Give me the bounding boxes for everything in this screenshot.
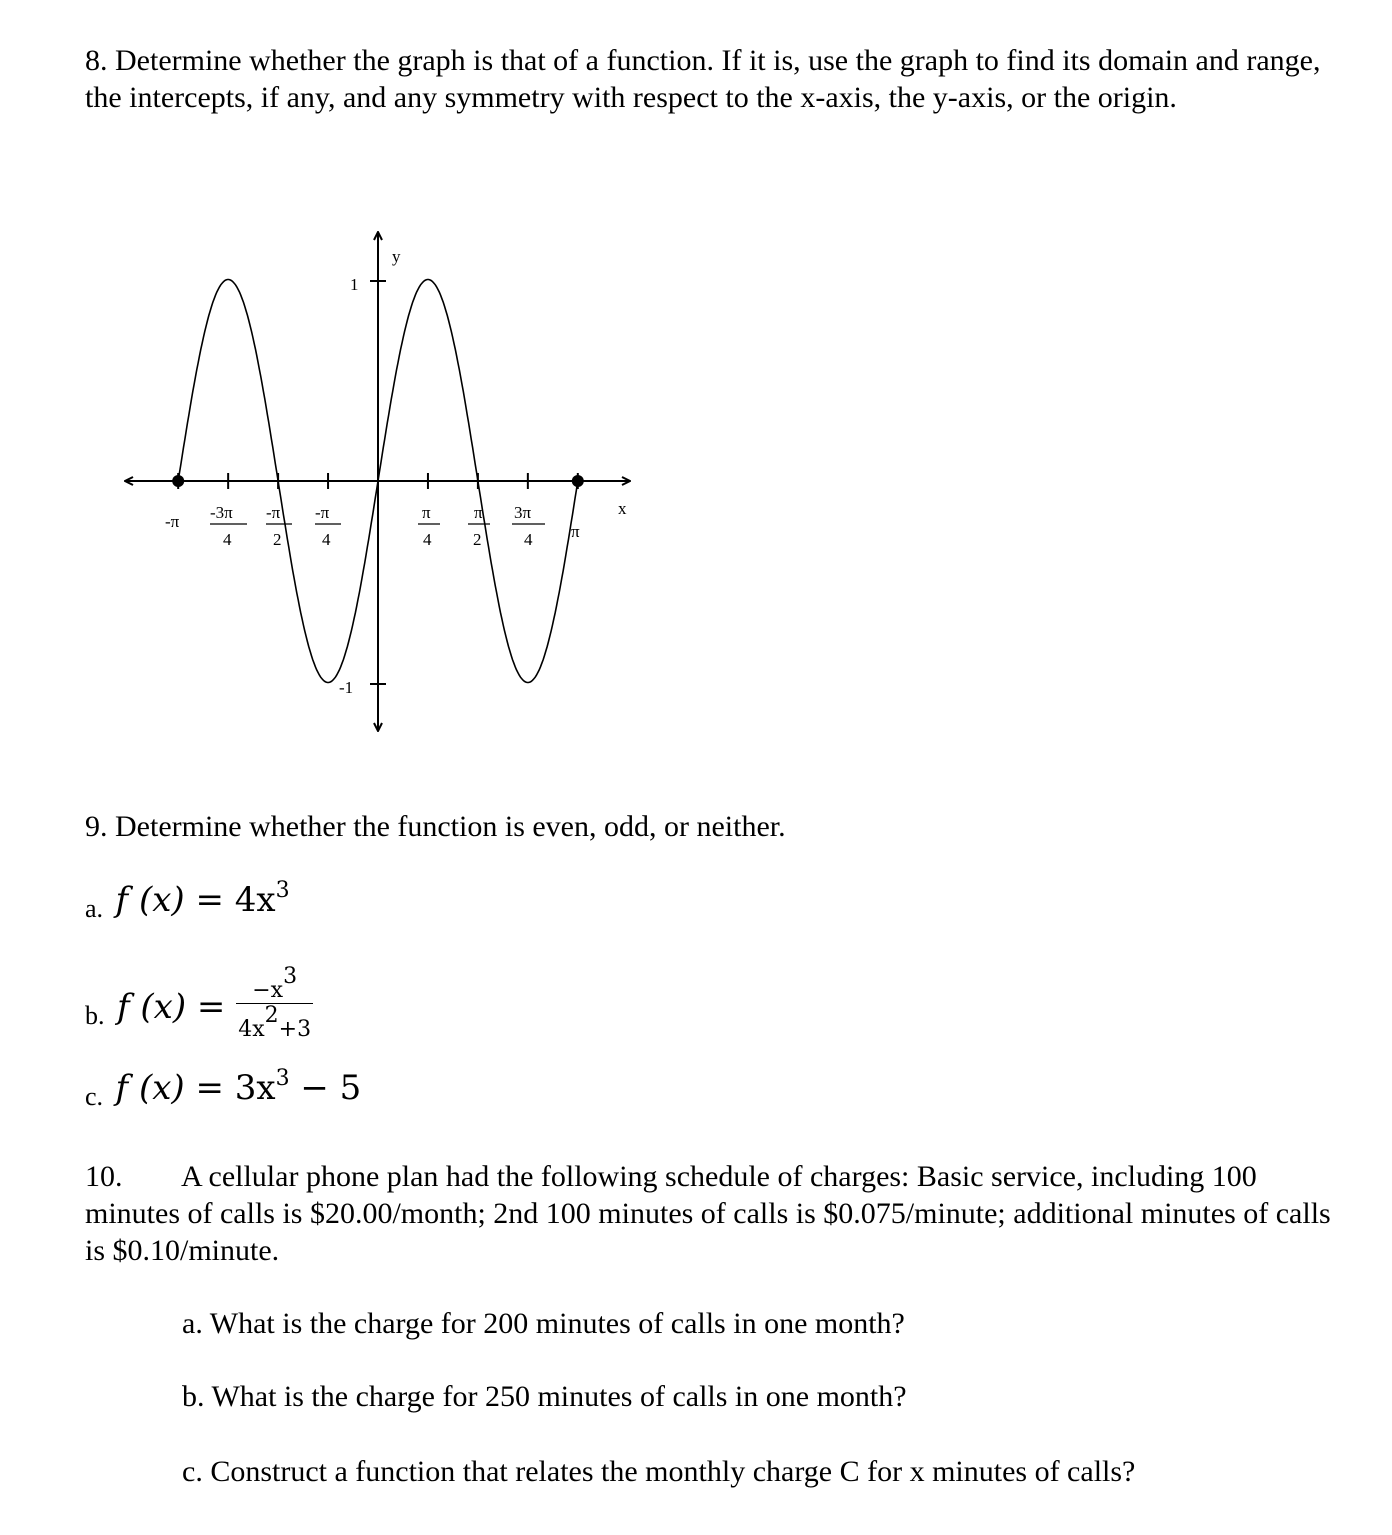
equation-b-lhs: f (x) bbox=[117, 987, 187, 1027]
x-tick-label-pi4-num: π bbox=[422, 503, 431, 522]
equation-b-label: b. bbox=[85, 1001, 105, 1030]
x-tick-label-3pi4-den: 4 bbox=[524, 530, 533, 549]
x-tick-label-neg-3pi4-num: -3π bbox=[210, 503, 233, 522]
question-10-number: 10. bbox=[85, 1160, 123, 1193]
equation-a-lhs: f (x) bbox=[115, 880, 185, 920]
x-tick-label-pi2-den: 2 bbox=[473, 530, 482, 549]
equation-b-denominator-a: 4x bbox=[238, 1017, 265, 1042]
equation-b-fraction bbox=[236, 965, 313, 1042]
question-8: 8. Determine whether the graph is that of a function. If it is, use the graph to find its domain and range, the intercepts, if any, and any symmetry with respect to the x-axis, the y-axis, or the origin. bbox=[85, 44, 1321, 114]
x-tick-label-neg-3pi4-den: 4 bbox=[223, 530, 232, 549]
x-tick-label-pi: π bbox=[571, 522, 580, 541]
equation-c-rhs-b: − 5 bbox=[289, 1068, 362, 1108]
equation-c-exponent: 3 bbox=[275, 1066, 290, 1091]
question-10-part-a: a. What is the charge for 200 minutes of calls in one month? bbox=[182, 1307, 905, 1340]
question-10 bbox=[85, 1158, 1345, 1269]
equation-a bbox=[85, 878, 290, 924]
equation-a-exponent: 3 bbox=[275, 878, 290, 903]
x-tick-label-neg-pi4-num: -π bbox=[315, 503, 330, 522]
equation-c-label: c. bbox=[85, 1082, 104, 1111]
endpoint-dot-left bbox=[172, 475, 184, 487]
equation-b-numerator-exponent: 3 bbox=[283, 964, 298, 989]
endpoint-dot-right bbox=[572, 475, 584, 487]
equation-b-equals: = bbox=[196, 987, 226, 1027]
question-9: 9. Determine whether the function is even, odd, or neither. bbox=[85, 810, 786, 843]
y-tick-label-1: 1 bbox=[350, 275, 359, 294]
x-axis-label: x bbox=[618, 499, 627, 518]
equation-b bbox=[85, 965, 313, 1042]
x-tick-label-pi4-den: 4 bbox=[423, 530, 432, 549]
question-10-part-b: b. What is the charge for 250 minutes of calls in one month? bbox=[182, 1380, 907, 1413]
question-10-text: A cellular phone plan had the following schedule of charges: Basic service, including 100 minutes of calls is $20.00/month; 2nd 100 minutes of calls is $0.075/minute; additional minutes of calls is $0.10/minute. bbox=[85, 1160, 1331, 1267]
equation-b-denominator-b: +3 bbox=[278, 1017, 312, 1042]
x-tick-label-neg-pi: -π bbox=[165, 512, 180, 531]
x-tick-label-neg-pi2-num: -π bbox=[266, 503, 281, 522]
x-tick-label-pi2-num: π bbox=[474, 503, 483, 522]
y-axis-label: y bbox=[392, 247, 401, 266]
equation-c bbox=[85, 1066, 361, 1112]
function-graph bbox=[0, 0, 1392, 760]
question-10-part-c: c. Construct a function that relates the monthly charge C for x minutes of calls? bbox=[182, 1455, 1136, 1488]
x-tick-label-neg-pi2-den: 2 bbox=[273, 530, 282, 549]
y-tick-label-neg1: -1 bbox=[339, 678, 354, 697]
equation-b-numerator: −x bbox=[252, 978, 284, 1003]
equation-c-rhs-a: = 3x bbox=[195, 1068, 276, 1108]
x-tick-label-3pi4-num: 3π bbox=[514, 503, 532, 522]
equation-a-label: a. bbox=[85, 894, 104, 923]
x-tick-label-neg-pi4-den: 4 bbox=[322, 530, 331, 549]
equation-b-denominator-exponent: 2 bbox=[264, 1003, 279, 1028]
equation-c-lhs: f (x) bbox=[115, 1068, 185, 1108]
equation-a-rhs: = 4x bbox=[195, 880, 276, 920]
